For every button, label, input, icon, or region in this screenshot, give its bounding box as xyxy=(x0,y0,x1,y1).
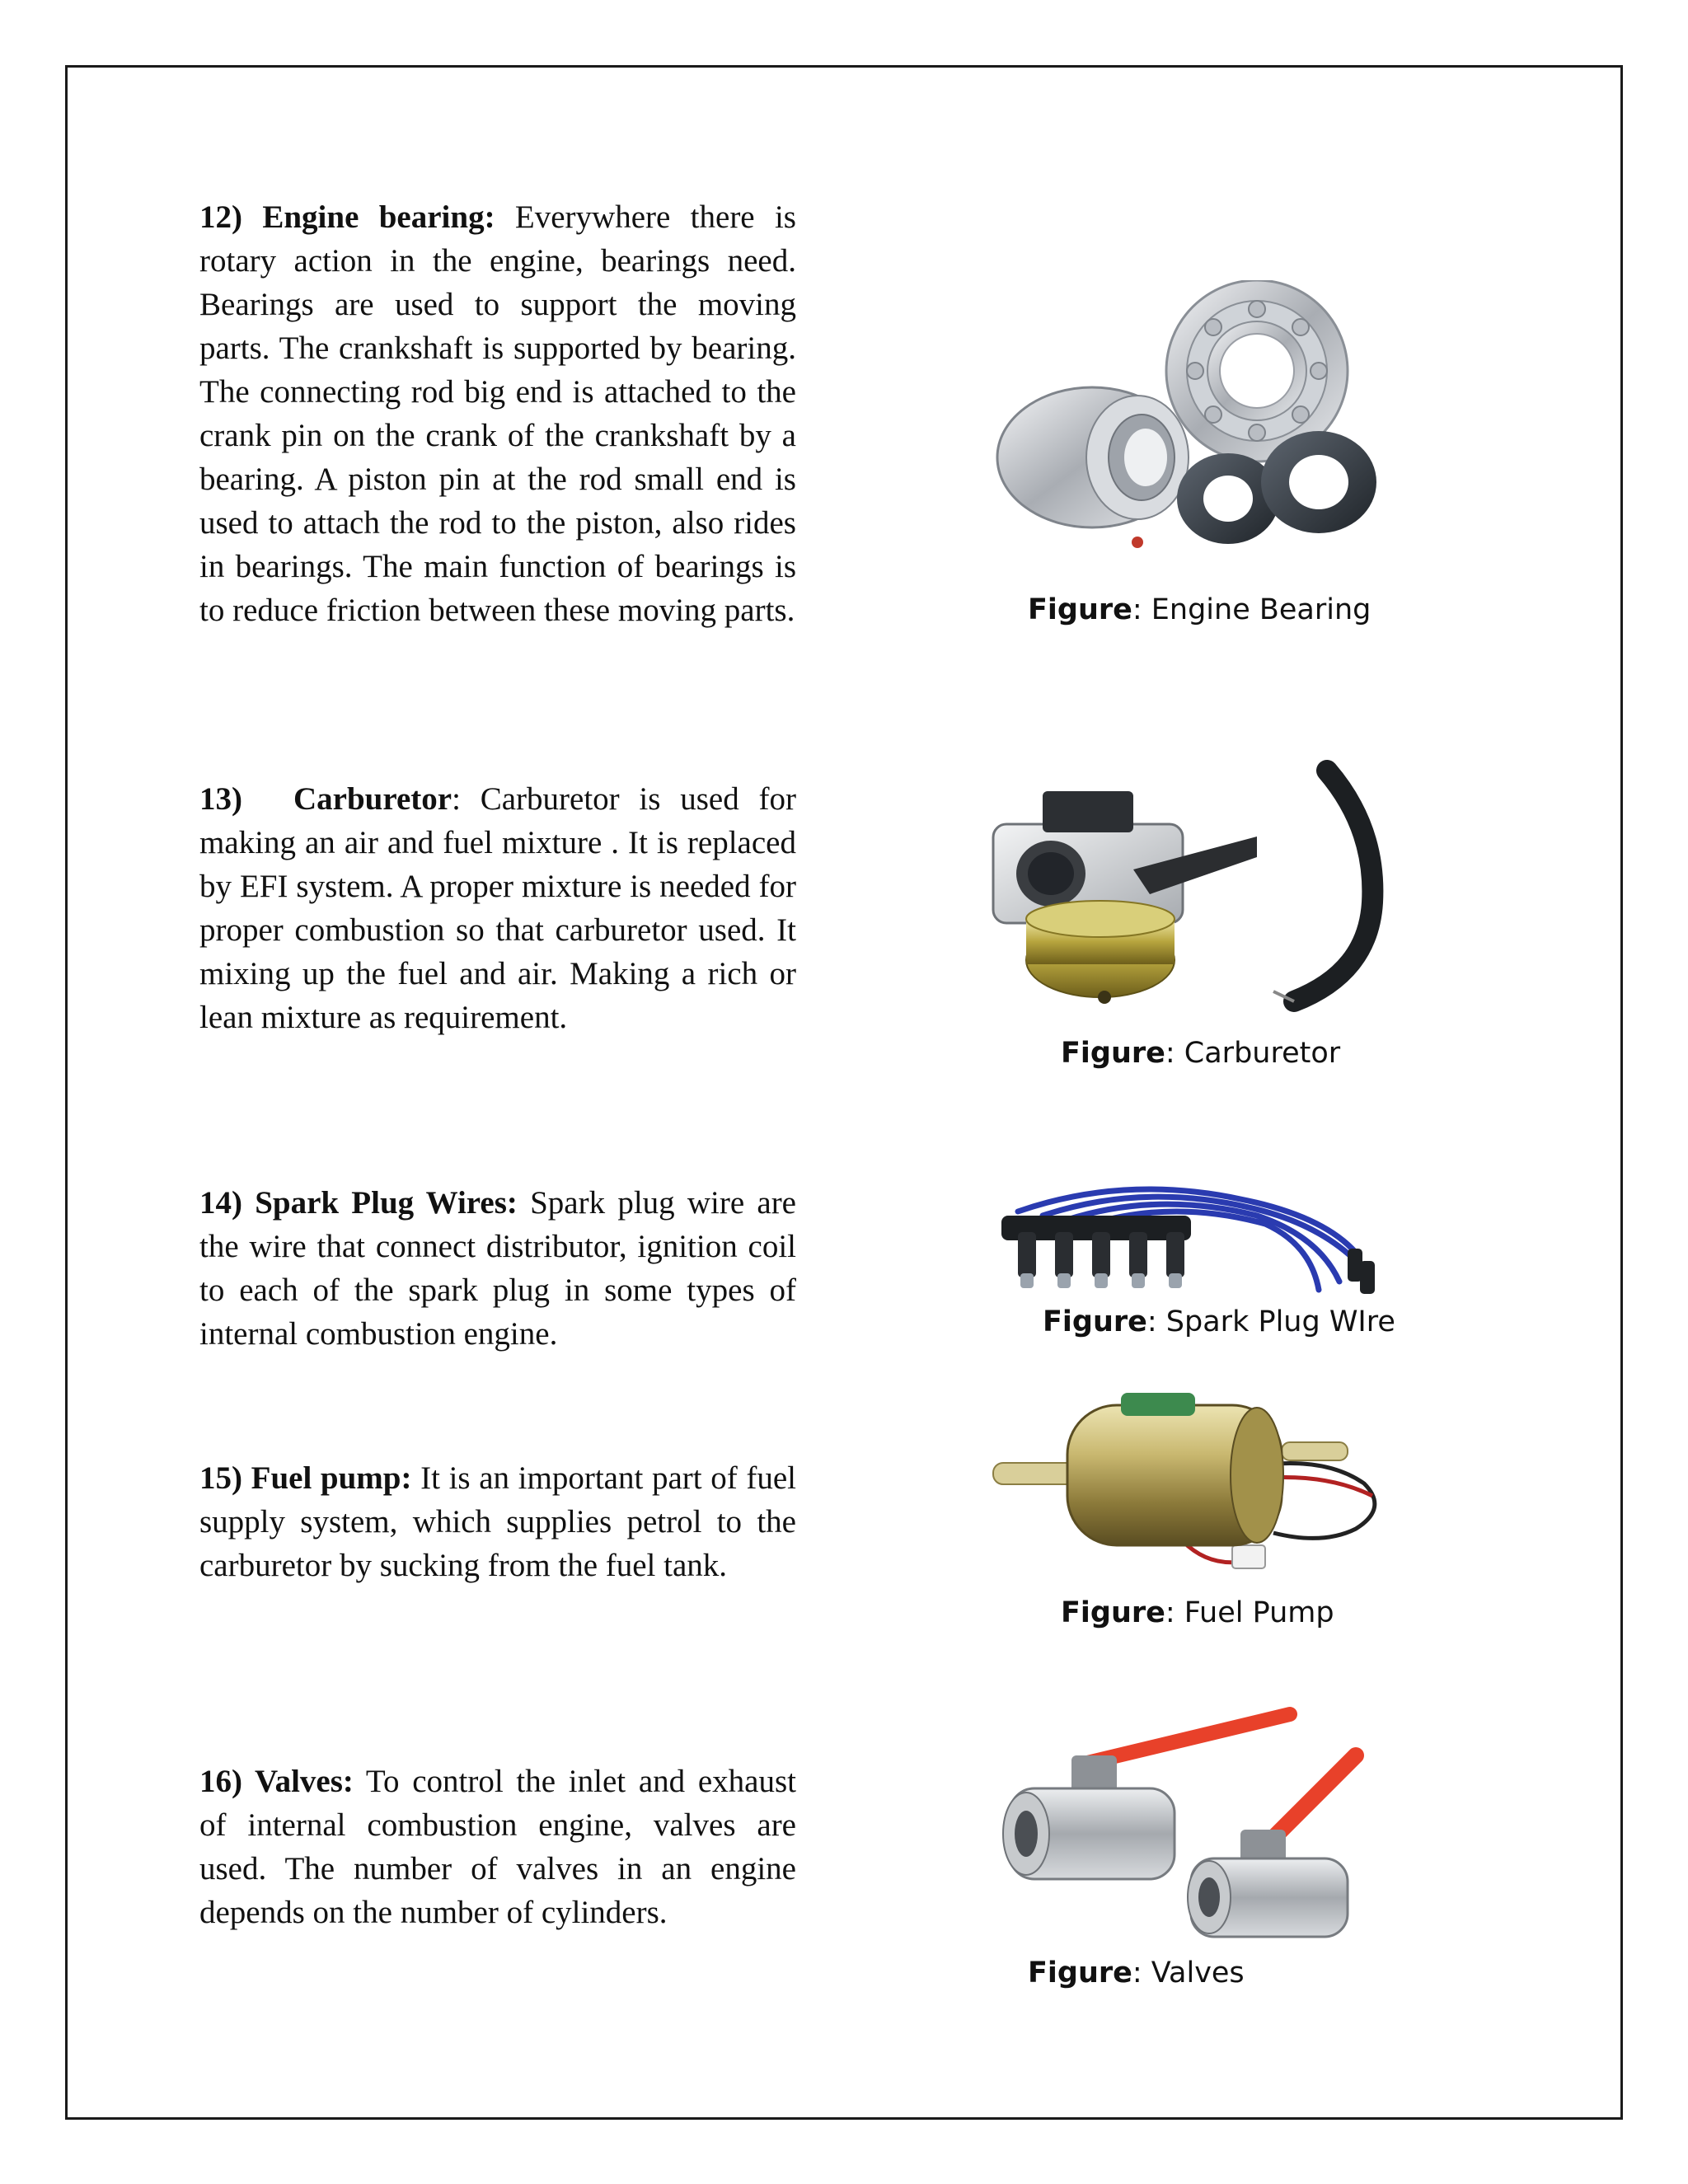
fuel-pump-image xyxy=(977,1376,1405,1595)
section-carburetor xyxy=(199,777,796,1039)
section-body: It is an important part of fuel supply system, which supplies petrol to the carburetor by sucking from the fuel tank. xyxy=(199,1460,796,1583)
figure-label: Figure xyxy=(1043,1305,1147,1338)
figure-label: Figure xyxy=(1028,593,1132,626)
section-heading: 14) Spark Plug Wires: xyxy=(199,1185,518,1221)
figure-label: Figure xyxy=(1028,1957,1132,1990)
section-fuel-pump xyxy=(199,1456,796,1587)
figure-caption-text: : Fuel Pump xyxy=(1165,1596,1334,1629)
section-body: Everywhere there is rotary action in the engine, bearings need. Bearings are used to support the moving parts. The crankshaft is supported by bearing. The connecting rod big end is attached to the crank pin on the crank of the crankshaft by a bearing. A piston pin at the rod small end is used to attach the rod to the piston, also rides in bearings. The main function of bearings is to reduce friction between these moving parts. xyxy=(199,199,796,628)
engine-bearing-image xyxy=(985,280,1397,560)
figure-caption xyxy=(1028,1955,1245,1991)
figure-caption-text: : Engine Bearing xyxy=(1132,593,1372,626)
figure-caption-text: : Valves xyxy=(1132,1957,1245,1990)
figure-caption xyxy=(1061,1035,1340,1071)
valves-image xyxy=(993,1698,1397,1941)
figure-label: Figure xyxy=(1061,1037,1165,1070)
figure-caption xyxy=(1043,1304,1395,1340)
section-heading: 12) Engine bearing: xyxy=(199,199,495,235)
section-body: To control the inlet and exhaust of internal combustion engine, valves are used. The number of valves in an engine depends on the number of cylinders. xyxy=(199,1764,796,1930)
carburetor-image xyxy=(944,754,1447,1026)
figure-caption xyxy=(1028,592,1371,628)
section-engine-bearing xyxy=(199,195,796,632)
section-heading: 15) Fuel pump: xyxy=(199,1460,412,1496)
figure-caption-text: : Carburetor xyxy=(1165,1037,1341,1070)
figure-caption-text: : Spark Plug WIre xyxy=(1146,1305,1395,1338)
section-valves xyxy=(199,1760,796,1934)
figure-caption xyxy=(1061,1595,1334,1631)
section-body: : Carburetor is used for making an air and fuel mixture . It is replaced by EFI system. A proper mixture is needed for proper combustion so that carburetor used. It mixing up the fuel and air. Making a rich or lean mixture as requirement. xyxy=(199,781,796,1035)
section-spark-plug-wires xyxy=(199,1181,796,1356)
spark-plug-wire-image xyxy=(993,1179,1397,1310)
section-heading: Carburetor xyxy=(293,781,452,817)
figure-label: Figure xyxy=(1061,1596,1165,1629)
section-number: 13) xyxy=(199,781,242,817)
section-body: Spark plug wire are the wire that connect distributor, ignition coil to each of the spark plug in some types of internal combustion engine. xyxy=(199,1185,796,1352)
section-heading: 16) Valves: xyxy=(199,1764,354,1799)
